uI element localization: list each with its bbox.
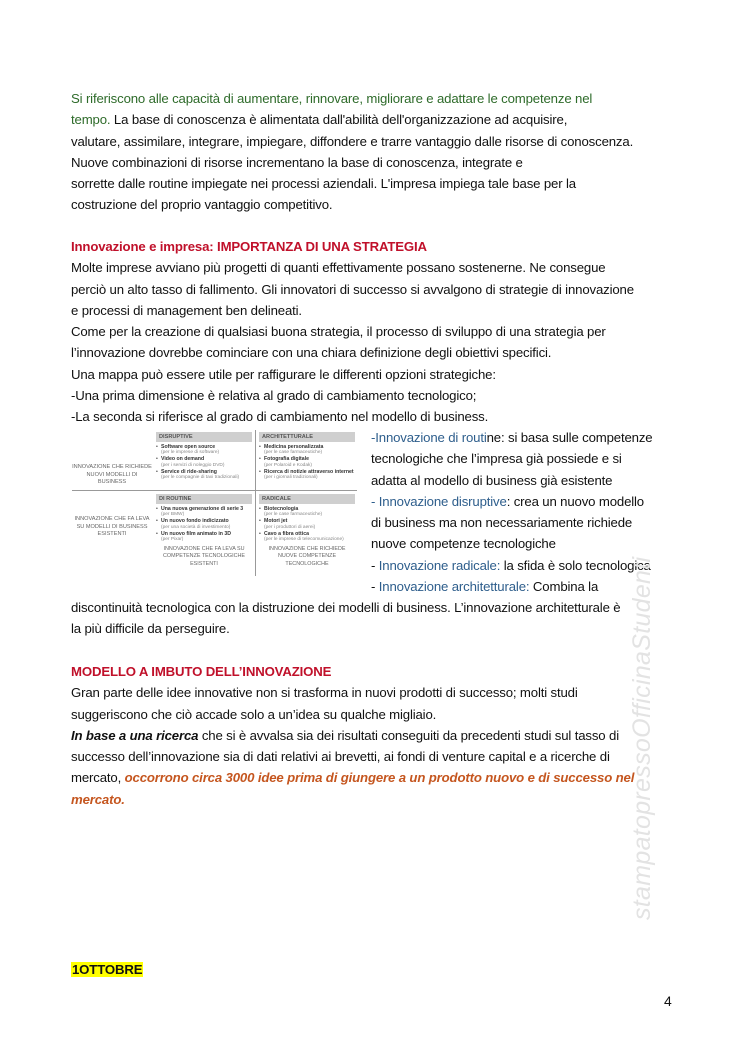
paragraph-line: l’innovazione dovrebbe cominciare con una chiara definizione degli obiettivi specifici. [71,345,552,361]
quadrant-title: DISRUPTIVE [156,432,252,442]
intro-line: valutare, assimilare, integrare, impiegare, diffondere e trarre vantaggio dalle risorse di conoscenza. [71,133,634,149]
paragraph-line: Come per la creazione di qualsiasi buona strategia, il processo di sviluppo di una strategia per [71,324,606,340]
paragraph-line: e processi di management ben delineati. [71,302,302,318]
innovation-matrix-figure [72,430,357,576]
section-heading: Innovazione e impresa: IMPORTANZA DI UNA STRATEGIA [71,239,427,254]
paragraph-line: Gran parte delle idee innovative non si trasforma in nuovi prodotti di successo; molti studi [71,685,578,701]
intro-line: costruzione del proprio vantaggio competitivo. [71,197,333,213]
type-routine: -Innovazione di routine: si basa sulle competenze [371,430,653,445]
quadrant-disruptive: DISRUPTIVE • Software open source (per le imprese di software) • Video on demand (per i servizi di noleggio DVD) • Service di ride-sharing (per le compagnie di taxi tradizionali) [156,432,252,481]
row-label-existing-models: INNOVAZIONE CHE FA LEVA SU MODELLI DI BUSINESS ESISTENTI [74,516,150,537]
paragraph-line: successo dell’innovazione sia di dati relativi ai brevetti, ai fondi di venture capital e a ricerche di [71,749,610,765]
paragraph-line: Molte imprese avviano più progetti di quanti effettivamente possano sostenerne. Ne consegue [71,260,606,276]
intro-line: sorrette dalle routine impiegate nei processi aziendali. L'impresa impiega tale base per la [71,176,576,192]
type-radicale: - Innovazione radicale: la sfida è solo tecnologica [371,557,651,573]
paragraph-line: perciò un alto tasso di fallimento. Gli innovatori di successo si avvalgono di strategie di innovazione [71,281,634,297]
date-marker: 1OTTOBRE [72,962,143,977]
intro-line: tempo. La base di conoscenza è alimentata dall'abilità dell'organizzazione ad acquisire, [71,112,568,128]
type-disruptive: - Innovazione disruptive: crea un nuovo modello [371,493,644,509]
paragraph-line: suggeriscono che ciò accade solo a un’idea su qualche migliaio. [71,706,437,722]
architetturale-continuation: discontinuità tecnologica con la distruzione dei modelli di business. L’innovazione architetturale è la più difficile da perseguire. [71,600,621,637]
quadrant-radicale: RADICALE • Biotecnologia (per le case farmaceutiche) • Motori jet (per i produttori di aerei) • Cavo a fibra ottica (per le imprese di telecomunicazione) [259,494,355,543]
section-heading: MODELLO A IMBUTO DELL’INNOVAZIONE [71,664,332,679]
paragraph-line: -La seconda si riferisce al grado di cambiamento nel modello di business. [71,409,489,425]
paragraph-line: mercato. [71,791,125,807]
section-strategy [71,236,676,428]
type-architetturale: - Innovazione architetturale: Combina la [371,579,599,595]
page-number: 4 [664,993,672,1009]
quadrant-di-routine: DI ROUTINE • Una nuova generazione di serie 3 (per BMW) • Un nuovo fondo indicizzato (per una società di investimento) • Un nuovo film animato in 3D (per Pixar) [156,494,252,543]
paragraph-line: -Una prima dimensione è relativa al grado di cambiamento tecnologico; [71,388,477,404]
column-label-new-competences: INNOVAZIONE CHE RICHIEDE NUOVE COMPETENZE TECNOLOGICHE [268,546,346,567]
section-funnel-model [71,661,676,810]
quadrant-architetturale: ARCHITETTURALE • Medicina personalizzata (per le case farmaceutiche) • Fotografia digitale (per Polaroid e Kodak) • Ricerca di notizie attraverso internet (per i giornali tradizionali) [259,432,355,481]
row-label-new-models: INNOVAZIONE CHE RICHIEDE NUOVI MODELLI DI BUSINESS [72,464,152,485]
watermark: stampatopressoOfficinaStudenti [628,556,656,920]
intro-line: Nuove combinazioni di risorse incrementano la base di conoscenza, integrate e [71,154,523,170]
paragraph-line: mercato, occorrono circa 3000 idee prima di giungere a un prodotto nuovo e di successo nel [71,770,635,786]
quadrant-title: DI ROUTINE [156,494,252,504]
intro-paragraph [71,88,676,216]
column-label-existing-competences: INNOVAZIONE CHE FA LEVA SU COMPETENZE TECNOLOGICHE ESISTENTI [163,546,245,567]
paragraph-line: Una mappa può essere utile per raffigurare le differenti opzioni strategiche: [71,366,496,382]
matrix-horizontal-divider [72,490,357,491]
matrix-vertical-divider [255,430,256,576]
quadrant-title: RADICALE [259,494,355,504]
intro-line: Si riferiscono alle capacità di aumentare, rinnovare, migliorare e adattare le competenze nel [71,91,593,106]
quadrant-title: ARCHITETTURALE [259,432,355,442]
paragraph-line: In base a una ricerca che si è avvalsa sia dei risultati conseguiti da precedenti studi sul tasso di [71,727,619,743]
innovation-types-list: -Innovazione di routine: si basa sulle competenze tecnologiche che l’impresa già possiede e si adatta al modello di business già esistente - Innovazione disruptive: crea un nuovo modello di business ma non necessariamente richiede nuove competenze tecnologiche - Innovazione radicale: la sfida è solo tecnologica - Innovazione architetturale: Combina la [371,427,676,597]
